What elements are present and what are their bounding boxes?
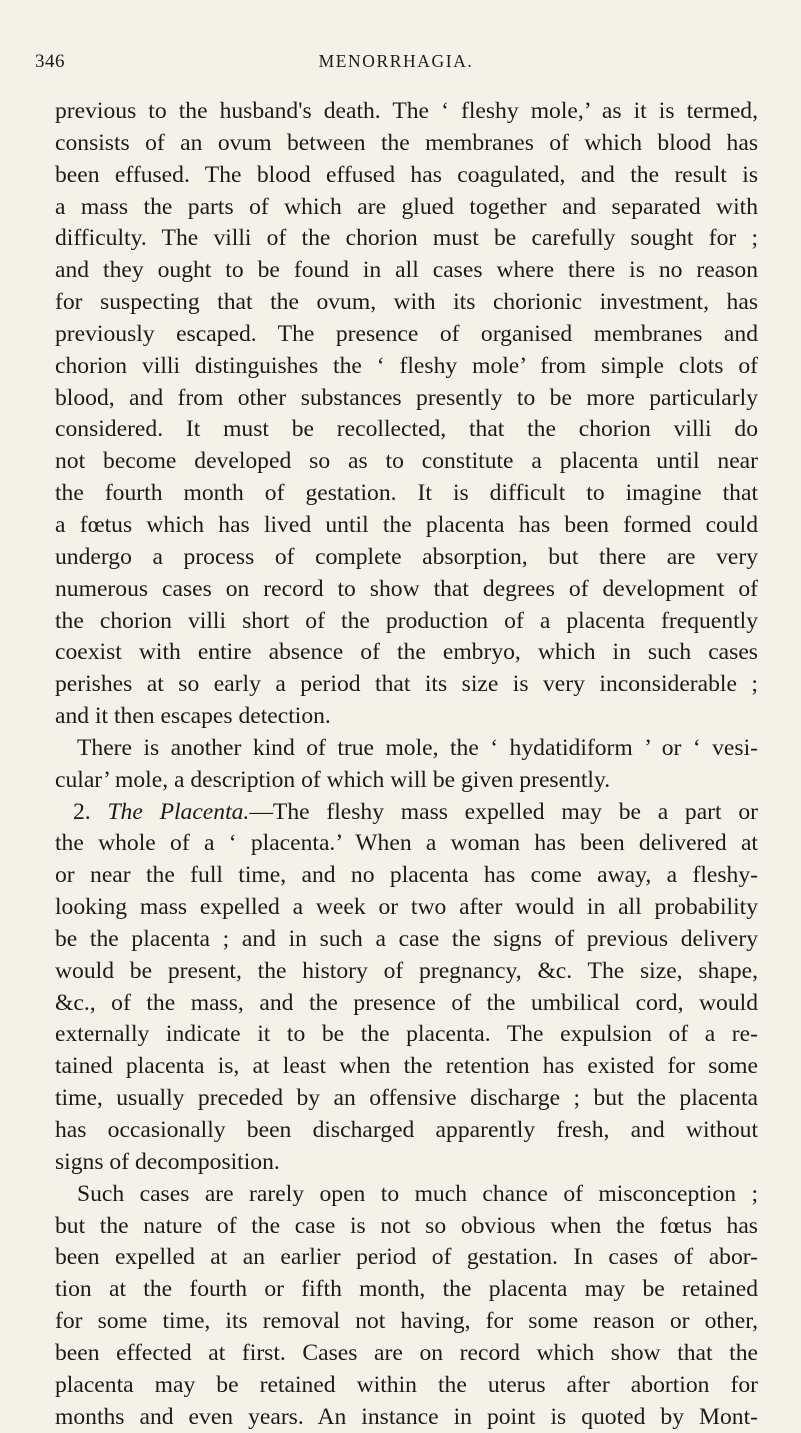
page-number: 346 (35, 51, 65, 72)
text-line: be the placenta ; and in such a case the signs of previous delivery (55, 925, 758, 952)
text-line: the chorion villi short of the production of a placenta frequently (55, 607, 758, 634)
text-line: been effected at first. Cases are on record which show that the (55, 1339, 758, 1366)
text-line: not become developed so as to constitute a placenta until near (55, 448, 758, 475)
text-line: previous to the husband's death. The ‘ fleshy mole,’ as it is termed, (55, 98, 758, 124)
text-line: placenta may be retained within the uterus after abortion for (55, 1371, 758, 1398)
section-heading-line (55, 797, 758, 829)
text-line: There is another kind of true mole, the ‘ hydatidiform ’ or ‘ vesi- (77, 734, 758, 761)
text-line: perishes at so early a period that its size is very inconsiderable ; (55, 671, 758, 698)
text-line: signs of decomposition. (55, 1148, 280, 1175)
text-line: or near the full time, and no placenta has come away, a fleshy- (55, 862, 758, 889)
text-line: externally indicate it to be the placenta. The expulsion of a re- (55, 1021, 758, 1048)
text-line: tained placenta is, at least when the retention has existed for some (55, 1053, 758, 1080)
section-title: The Placenta. (107, 798, 250, 825)
text-line: previously escaped. The presence of organised membranes and (55, 320, 758, 347)
text-line: would be present, the history of pregnancy, &c. The size, shape, (55, 957, 758, 984)
text-line: and they ought to be found in all cases where there is no reason (55, 257, 758, 284)
text-line: cular’ mole, a description of which will be given presently. (55, 766, 611, 793)
body-text (55, 96, 758, 1433)
text-line: a fœtus which has lived until the placenta has been formed could (55, 511, 758, 538)
text-line: Such cases are rarely open to much chance of misconception ; (77, 1180, 758, 1207)
text-line: chorion villi distinguishes the ‘ fleshy mole’ from simple clots of (55, 352, 758, 379)
text-line: blood, and from other substances presently to be more particularly (55, 384, 758, 411)
page-header (35, 51, 757, 81)
text-line: for some time, its removal not having, for some reason or other, (55, 1308, 758, 1335)
text-line: difficulty. The villi of the chorion must be carefully sought for ; (55, 225, 758, 252)
text-line: a mass the parts of which are glued together and separated with (55, 193, 758, 220)
text-line: the fourth month of gestation. It is difficult to imagine that (55, 480, 758, 507)
text-line: considered. It must be recollected, that the chorion villi do (55, 416, 758, 443)
text-line: looking mass expelled a week or two after would in all probability (55, 894, 758, 921)
text-line: for suspecting that the ovum, with its chorionic investment, has (55, 289, 758, 316)
text-line: coexist with entire absence of the embryo, which in such cases (55, 639, 758, 666)
text-line: &c., of the mass, and the presence of the umbilical cord, would (55, 989, 758, 1016)
section-number: 2. (73, 798, 108, 825)
text-line: time, usually preceded by an offensive discharge ; but the placenta (55, 1085, 758, 1112)
text-line: been expelled at an earlier period of gestation. In cases of abor- (55, 1244, 758, 1271)
text-line: consists of an ovum between the membranes of which blood has (55, 129, 758, 156)
text-line: tion at the fourth or fifth month, the placenta may be retained (55, 1276, 758, 1303)
text-line: has occasionally been discharged apparently fresh, and without (55, 1117, 758, 1143)
text-line: been effused. The blood effused has coagulated, and the result is (55, 161, 758, 188)
text-line: months and even years. An instance in point is quoted by Mont- (55, 1403, 758, 1430)
section-heading-rest: —The fleshy mass expelled may be a part or (249, 798, 758, 825)
text-line: but the nature of the case is not so obvious when the fœtus has (55, 1212, 758, 1239)
text-line: undergo a process of complete absorption, but there are very (55, 543, 758, 570)
text-line: the whole of a ‘ placenta.’ When a woman has been delivered at (55, 830, 758, 857)
text-line: and it then escapes detection. (55, 703, 331, 730)
text-line: numerous cases on record to show that degrees of development of (55, 575, 758, 602)
running-title: MENORRHAGIA. (318, 51, 474, 71)
